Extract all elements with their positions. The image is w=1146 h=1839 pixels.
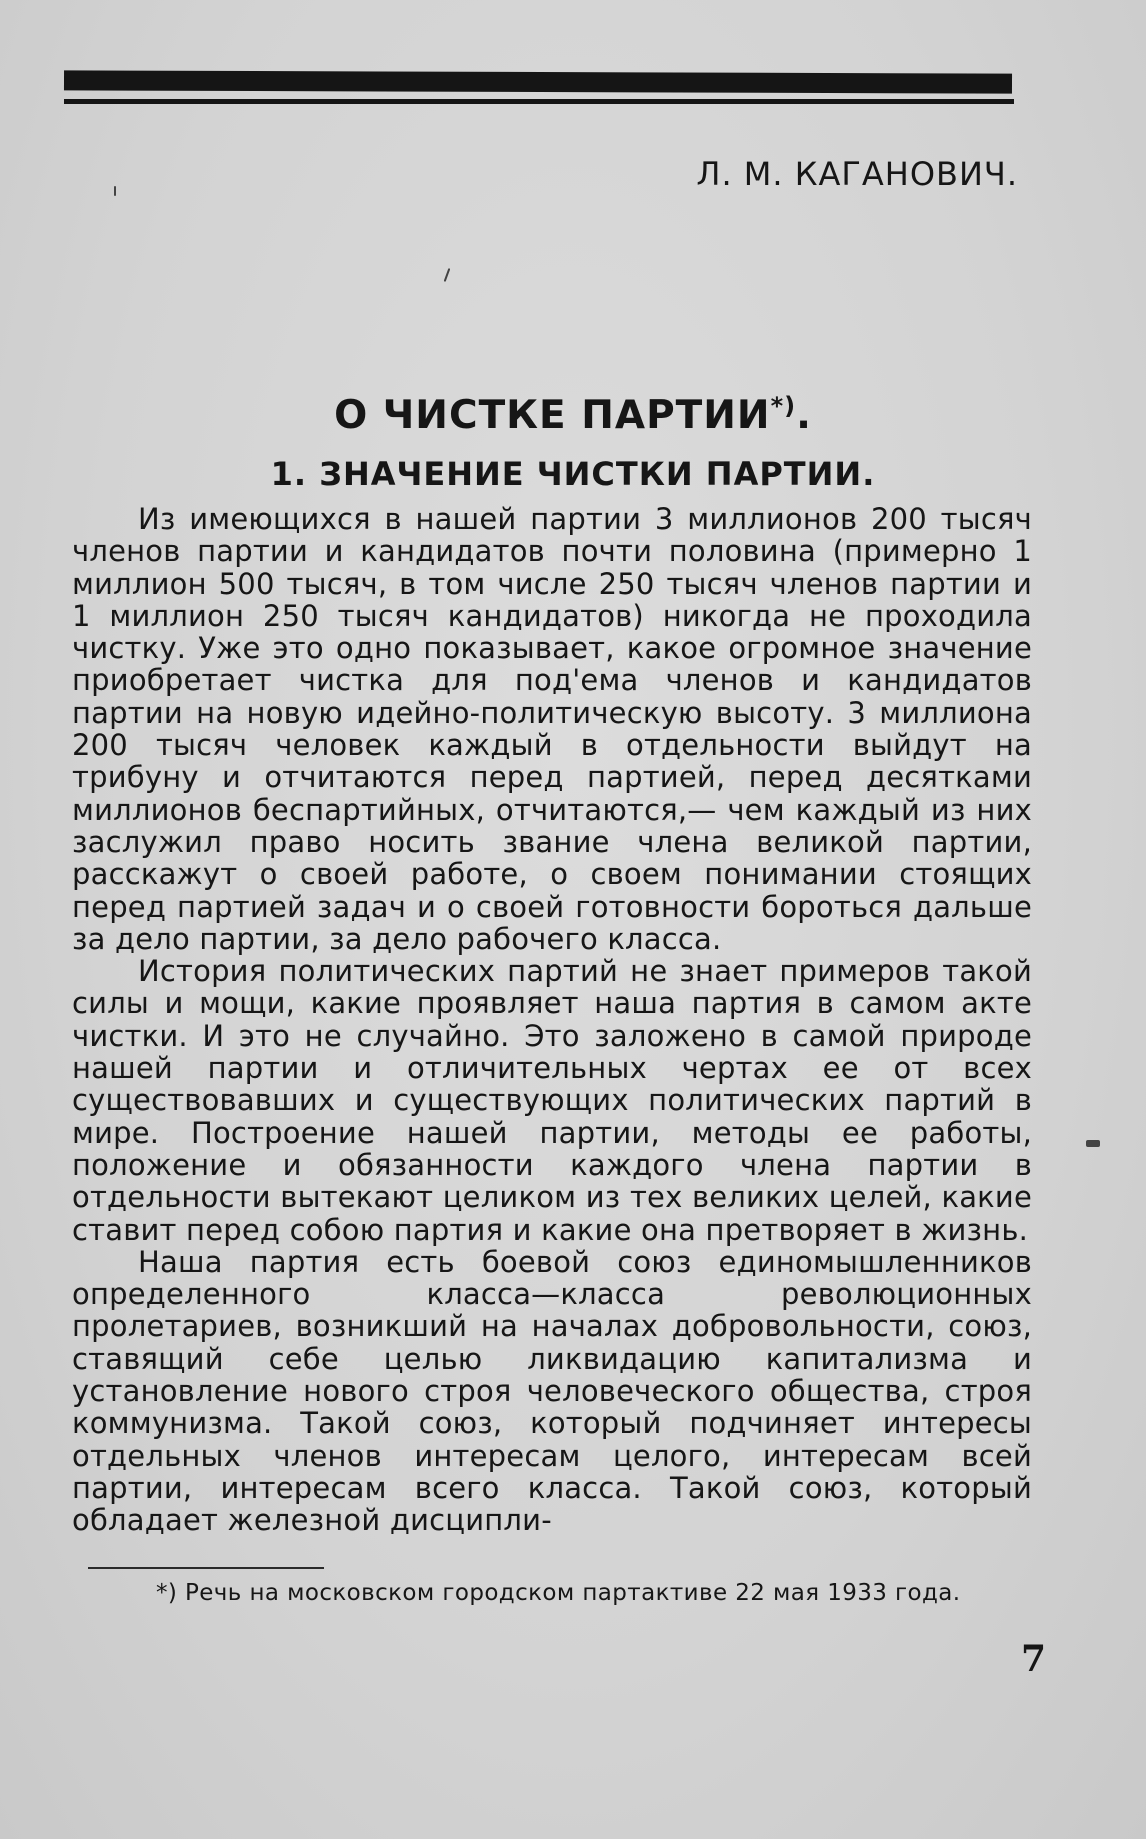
article-title-text: О ЧИСТКЕ ПАРТИИ: [334, 393, 771, 438]
header-thick-rule: [64, 70, 1012, 93]
print-speck: [1086, 1140, 1100, 1147]
author-name: Л. М. КАГАНОВИЧ.: [696, 155, 1018, 193]
paragraph-3: Наша партия есть боевой союз единомышленников определенного класса—класса революционных пролетариев, возникший на началах добровольности, союз, ставящий себе целью ликвидацию капитализма и установление нового строя человеческого общества, строя коммунизма. Такой союз, который подчиняет интересы отдельных членов интересам целого, интересам всей партии, интересам всего класса. Такой союз, который обладает железной дисципли-: [72, 1244, 1032, 1538]
footnote-rule: [88, 1567, 324, 1569]
header-thin-rule: [64, 99, 1014, 104]
paragraph-2: История политических партий не знает примеров такой силы и мощи, какие проявляет наша партия в самом акте чистки. И это не случайно. Это заложено в самой природе нашей партии и отличительных чертах ее от всех существовавших и существующих политических партий в мире. Построение нашей партии, методы ее работы, положение и обязанности каждого члена партии в отдельности вытекают целиком из тех великих целей, какие ставит перед собою партия и какие она претворяет в жизнь.: [72, 954, 1032, 1247]
page-number: 7: [1020, 1638, 1046, 1680]
section-title: 1. ЗНАЧЕНИЕ ЧИСТКИ ПАРТИИ.: [270, 455, 876, 493]
paragraph-1: Из имеющихся в нашей партии 3 миллионов 200 тысяч членов партии и кандидатов почти половина (примерно 1 миллион 500 тысяч, в том числе 250 тысяч членов партии и 1 миллион 250 тысяч кандидатов) никогда не проходила чистку. Уже это одно показывает, какое огромное значение приобретает чистка для под'ема членов и кандидатов партии на новую идейно-политическую высоту. 3 миллиона 200 тысяч человек каждый в отдельности выйдут на трибуну и отчитаются перед партией, перед десятками миллионов беспартийных, отчитаются,— чем каждый из них заслужил право носить звание члена великой партии, расскажут о своей работе, о своем понимании стоящих перед партией задач и о своей готовности бороться дальше за дело партии, за дело рабочего класса.: [72, 502, 1032, 956]
article-body: [72, 503, 1032, 1537]
article-title: [0, 392, 1146, 438]
footnote: *) Речь на московском городском партактиве 22 мая 1933 года.: [156, 1580, 961, 1606]
print-speck: [114, 186, 116, 196]
print-speck: [444, 268, 451, 282]
footnote-mark: *): [770, 392, 797, 420]
article-title-end: .: [796, 393, 812, 438]
